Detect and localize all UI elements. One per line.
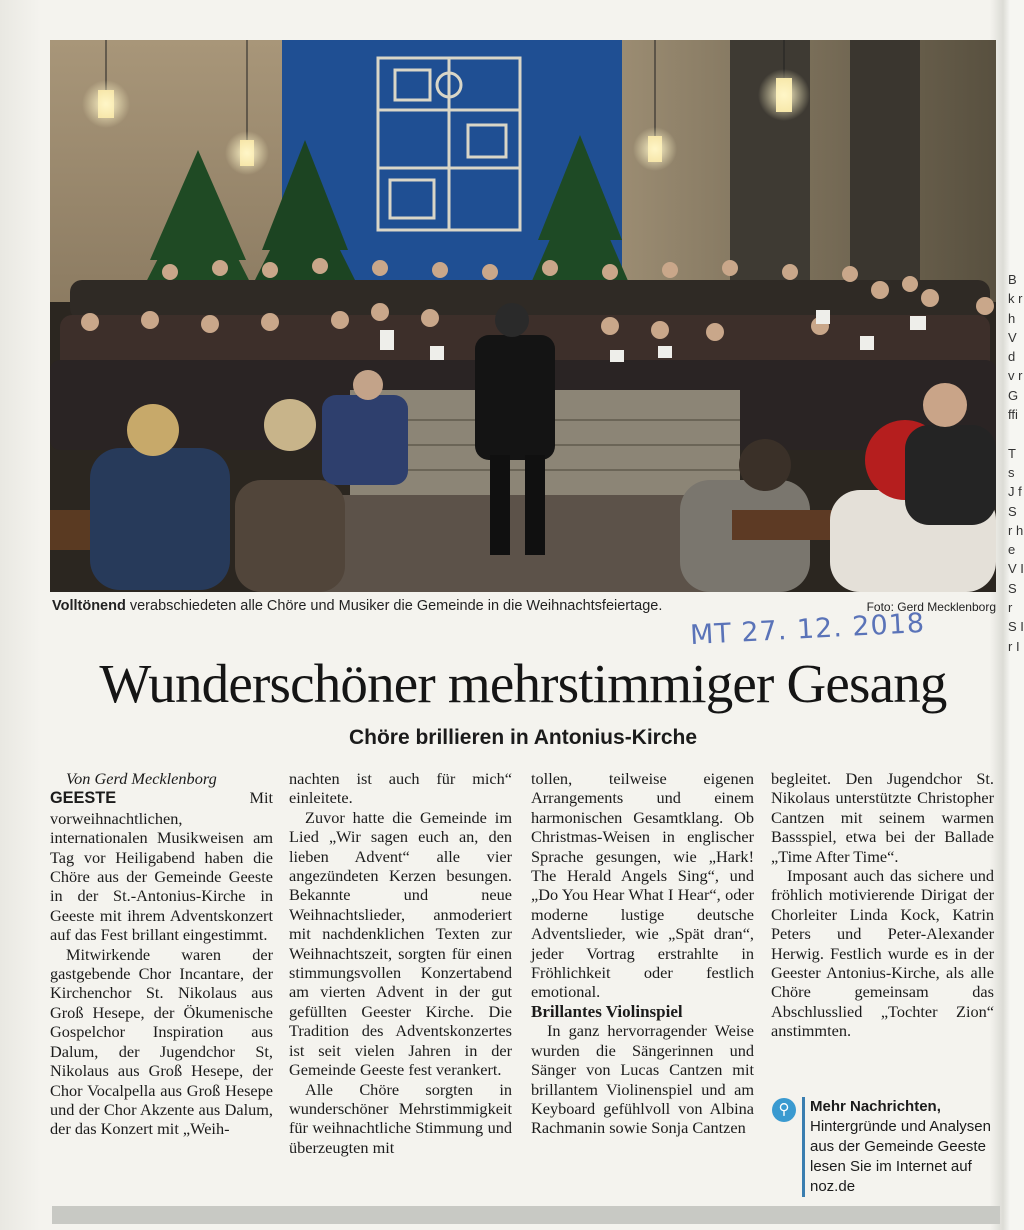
subheadline: Chöre brillieren in Antonius-Kirche [348, 726, 698, 749]
article-column-1 [50, 769, 273, 1139]
more-news-box [772, 1097, 997, 1197]
paragraph: tollen, teilweise eigenen Arrangements und einem harmonischen Gesamtklang. Ob Christmas-Weisen in englischer Sprache gesungen, wie „Hark! The Herald Angels Sing“, und „Do You Hear What I Hear“, oder moderne lustige deutsche Adventslieder, wie „Spät dran“, jeder Vortrag erstrahlte in Fröhlichkeit oder festlich emotional. [531, 769, 754, 1002]
paragraph: Imposant auch das sichere und fröhlich motivierende Dirigat der Chorleiter Linda Kock, Katrin Peters und Peter-Alexander Herwig. Festlich wurde es in der Geester Antonius-Kirche, als alle Chöre gemeinsam das Abschlusslied „Tochter Zion“ anstimmten. [771, 866, 994, 1041]
search-icon: ⚲ [772, 1098, 796, 1122]
divider [802, 1097, 805, 1197]
more-news-text [810, 1097, 1000, 1197]
caption-lead: Volltönend [52, 598, 126, 614]
paragraph: Mitwirkende waren der gastgebende Chor Incantare, der Kirchenchor St. Nikolaus aus Groß Hesepe, der Ökumenische Gospelchor Inspiration aus Dalum, der Jugendchor St, Nikolaus aus Groß Hesepe, der Chor Vocalpella aus Groß Hesepe und der Chor Akzente aus Dalum, der das Konzert mit „Weih- [50, 944, 273, 1139]
section-heading: Brillantes Violinspiel [531, 1001, 683, 1021]
article-column-3 [531, 769, 754, 1138]
paragraph: Alle Chöre sorgten in wunderschöner Mehrstimmigkeit für weihnachtliche Stimmung und überzeugten mit [289, 1079, 512, 1157]
paragraph [50, 788, 273, 944]
page-bottom-band [52, 1206, 1000, 1224]
caption-text: verabschiedeten alle Chöre und Musiker die Gemeinde in die Weihnachtsfeiertage. [125, 598, 663, 614]
paragraph: Zuvor hatte die Gemeinde im Lied „Wir sagen euch an, den lieben Advent“ alle vier angezündeten Kerzen besungen. Bekannte und neue Weihnachtslieder, anmoderiert mit nachdenklichen Texten zur Weihnachtszeit, sorgten für einen stimmungsvollen Konzertabend am vierten Advent in der gut gefüllten Geester Kirche. Die Tradition des Adventskonzertes ist seit vielen Jahren in der Gemeinde Geeste fest verankert. [289, 807, 512, 1080]
paragraph: nachten ist auch für mich“ einleitete. [289, 769, 512, 808]
more-news-body: Hintergründe und Analysen aus der Gemeinde Geeste lesen Sie im Internet auf noz.de [810, 1118, 991, 1195]
paragraph: In ganz hervorragender Weise wurden die Sängerinnen und Sänger von Lucas Cantzen mit brillantem Violinenspiel und am Keyboard gefühlvoll von Albina Rachmanin sowie Sonja Cantzen [531, 1021, 754, 1138]
more-news-title: Mehr Nachrichten, [810, 1098, 941, 1115]
article-column-2 [289, 769, 512, 1157]
photo-credit: Foto: Gerd Mecklenborg [866, 600, 996, 614]
handwritten-date-note: MT 27. 12. 2018 [689, 607, 926, 652]
byline: Von Gerd Mecklenborg [66, 769, 217, 788]
article-column-4 [771, 769, 994, 1041]
article-photo [50, 40, 996, 592]
dateline: GEESTE [50, 789, 117, 808]
adjacent-column-fragment: B k r h V d v r G ffi T s J f S r h e V I S r S I r I [1008, 272, 1024, 654]
paragraph-text: Mit vorweihnachtlichen, internationalen Musikweisen am Tag vor Heiligabend haben die Chöre aus der Gemeinde Geeste in der St.-Antonius-Kirche in Geeste mit ihrem Adventskonzert auf das Fest brillant eingestimmt. [50, 788, 273, 945]
headline: Wunderschöner mehrstimmiger Gesang [99, 653, 947, 714]
paragraph: begleitet. Den Jugendchor St. Nikolaus unterstützte Christopher Cantzen mit seinem warmen Bassspiel, etwa bei der Ballade „Time After Time“. [771, 769, 994, 866]
choir-concert-photo [50, 40, 996, 592]
